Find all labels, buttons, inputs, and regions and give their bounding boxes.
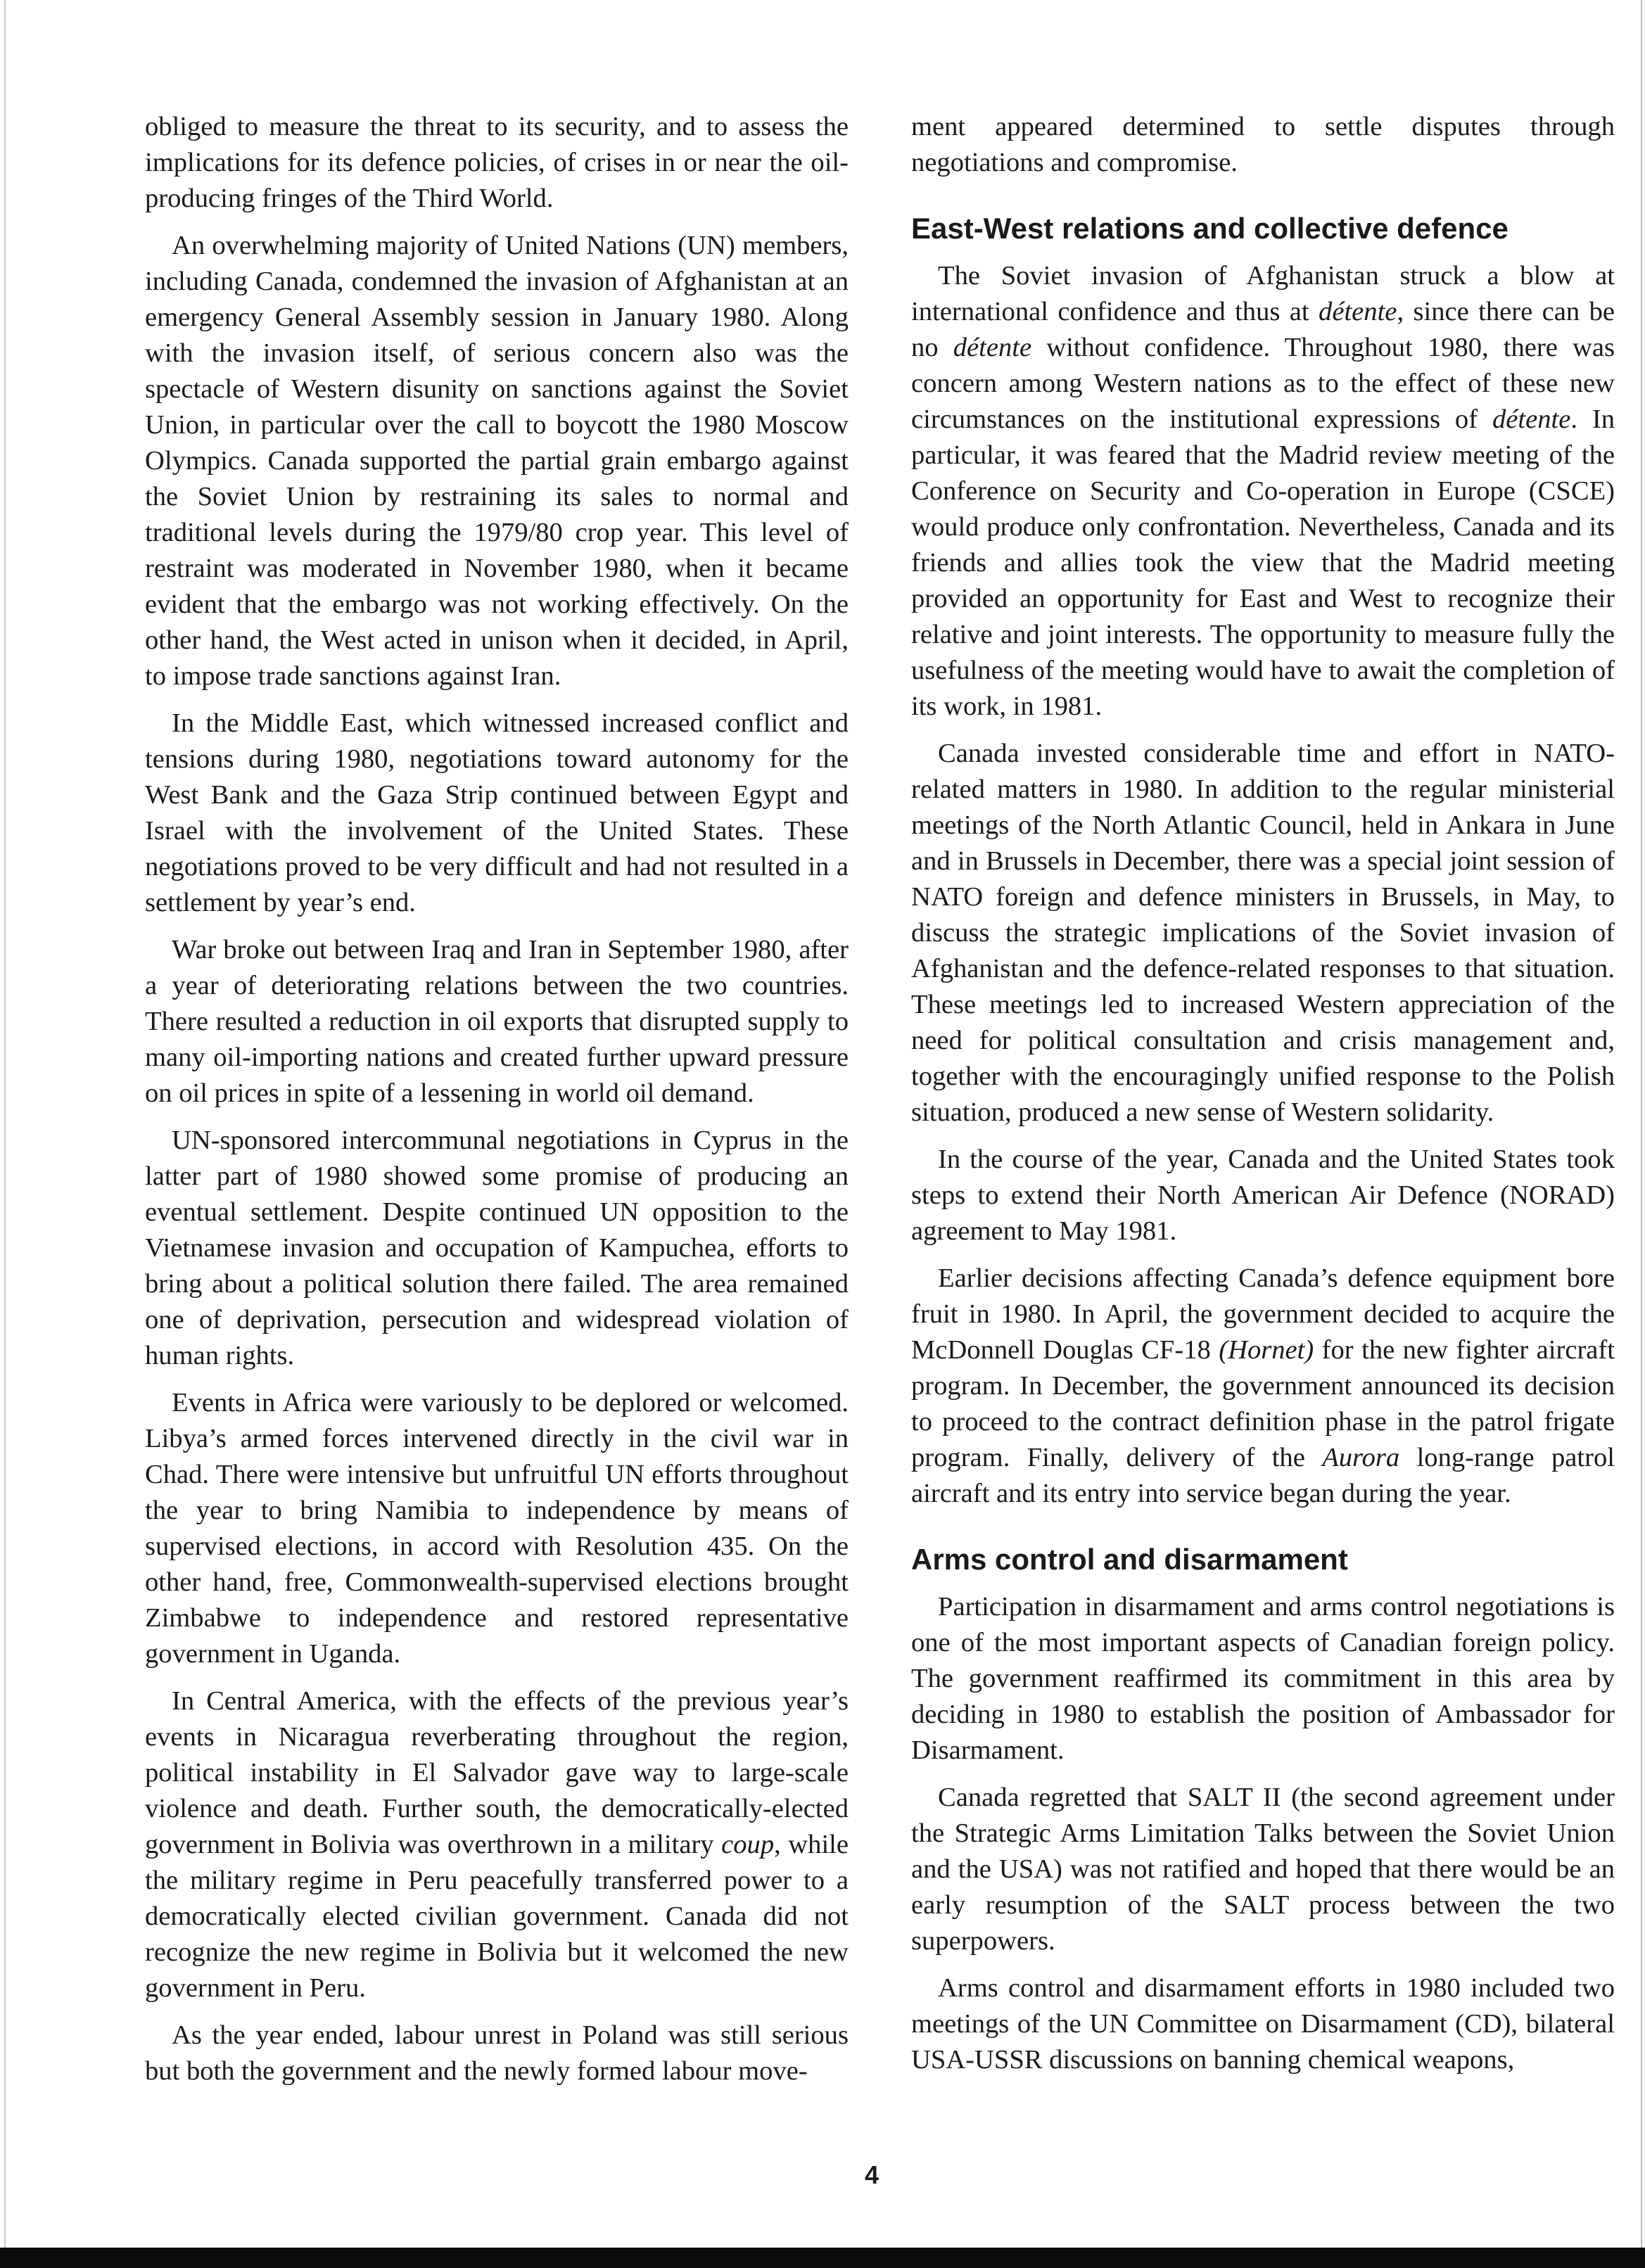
paragraph-continuation-third-world: obliged to measure the threat to its security, and to assess the implications for its defence policies, of crises in or near the oil-producing fringes of the Third World. — [145, 112, 849, 213]
paragraph-central-america: In Central America, with the effects of the previous year’s events in Nicaragua reverberating throughout the region, political instability in El Salvador gave way to large-scale violence and death. Further south, the democratically-elected government in Bolivia was overthrown in a military coup, while the military regime in Peru peacefully transferred power to a democratically elected civilian government. Canada did not recognize the new regime in Bolivia but it welcomed the new government in Peru. — [145, 1686, 849, 2003]
paragraph-salt-ii: Canada regretted that SALT II (the second agreement under the Strategic Arms Limitation Talks between the Soviet Union and the USA) was not ratified and hoped that there would be an early resumption of the SALT process between the two superpowers. — [911, 1783, 1615, 1956]
paragraph-poland: As the year ended, labour unrest in Poland was still serious but both the government and the newly formed labour move- — [145, 2020, 849, 2086]
paragraph-nato: Canada invested considerable time and effort in NATO-related matters in 1980. In addition to the regular ministerial meetings of the North Atlantic Council, held in Ankara in June and in Brussels in December, there was a special joint session of NATO foreign and defence ministers in Brussels, in May, to discuss the strategic implications of the Soviet invasion of Afghanistan and the defence-related responses to that situation. These meetings led to increased Western appreciation of the need for political consultation and crisis management and, together with the encouragingly unified response to the Polish situation, produced a new sense of Western solidarity. — [911, 739, 1615, 1127]
right-column — [911, 109, 1615, 2089]
paragraph-cyprus-kampuchea: UN-sponsored intercommunal negotiations in Cyprus in the latter part of 1980 showed some promise of producing an eventual settlement. Despite continued UN opposition to the Vietnamese invasion and occupation of Kampuchea, efforts to bring about a political solution there failed. The area remained one of deprivation, persecution and widespread violation of human rights. — [145, 1126, 849, 1370]
paragraph-defence-equipment: Earlier decisions affecting Canada’s defence equipment bore fruit in 1980. In April, the government decided to acquire the McDonnell Douglas CF-18 (Hornet) for the new fighter aircraft program. In December, the government announced its decision to proceed to the contract definition phase in the patrol frigate program. Finally, delivery of the Aurora long-range patrol aircraft and its entry into service began during the year. — [911, 1263, 1615, 1508]
scan-edge-right — [1641, 0, 1642, 2248]
paragraph-un-afghanistan: An overwhelming majority of United Nations (UN) members, including Canada, condemned the invasion of Afghanistan at an emergency General Assembly session in January 1980. Along with the invasion itself, of serious concern also was the spectacle of Western disunity on sanctions against the Soviet Union, in particular over the call to boycott the 1980 Moscow Olympics. Canada supported the partial grain embargo against the Soviet Union by restraining its sales to normal and traditional levels during the 1979/80 crop year. This level of restraint was moderated in November 1980, when it became evident that the embargo was not working effectively. On the other hand, the West acted in unison when it decided, in April, to impose trade sanctions against Iran. — [145, 231, 849, 691]
paragraph-iraq-iran-war: War broke out between Iraq and Iran in September 1980, after a year of deteriorating relations between the two countries. There resulted a reduction in oil exports that disrupted supply to many oil-importing nations and created further upward pressure on oil prices in spite of a lessening in world oil demand. — [145, 935, 849, 1108]
paragraph-continuation-poland: ment appeared determined to settle disputes through negotiations and compromise. — [911, 112, 1615, 177]
heading-east-west-relations: East-West relations and collective defence — [911, 212, 1509, 245]
scan-edge-left — [4, 0, 6, 2248]
paragraph-detente: The Soviet invasion of Afghanistan struck a blow at international confidence and thus at détente, since there can be no détente without confidence. Throughout 1980, there was concern among Western nations as to the effect of these new circumstances on the institutional expressions of détente. In particular, it was feared that the Madrid review meeting of the Conference on Security and Co-operation in Europe (CSCE) would produce only confrontation. Nevertheless, Canada and its friends and allies took the view that the Madrid meeting provided an opportunity for East and West to recognize their relative and joint interests. The opportunity to measure fully the usefulness of the meeting would have to await the completion of its work, in 1981. — [911, 261, 1615, 721]
paragraph-disarmament-policy: Participation in disarmament and arms control negotiations is one of the most important aspects of Canadian foreign policy. The government reaffirmed its commitment in this area by deciding in 1980 to establish the position of Ambassador for Disarmament. — [911, 1592, 1615, 1765]
scan-bottom-border — [0, 2248, 1645, 2268]
page-number: 4 — [864, 2160, 879, 2189]
paragraph-africa: Events in Africa were variously to be deplored or welcomed. Libya’s armed forces intervened directly in the civil war in Chad. There were intensive but unfruitful UN efforts throughout the year to bring Namibia to independence by means of supervised elections, in accord with Resolution 435. On the other hand, free, Commonwealth-supervised elections brought Zimbabwe to independence and restored representative government in Uganda. — [145, 1388, 849, 1669]
paragraph-arms-control-efforts: Arms control and disarmament efforts in 1980 included two meetings of the UN Committee on Disarmament (CD), bilateral USA-USSR discussions on banning chemical weapons, — [911, 1973, 1615, 2075]
paragraph-middle-east: In the Middle East, which witnessed increased conflict and tensions during 1980, negotiations toward autonomy for the West Bank and the Gaza Strip continued between Egypt and Israel with the involvement of the United States. These negotiations proved to be very difficult and had not resulted in a settlement by year’s end. — [145, 708, 849, 917]
heading-arms-control: Arms control and disarmament — [911, 1543, 1348, 1576]
left-column — [145, 109, 849, 2101]
paragraph-norad: In the course of the year, Canada and the United States took steps to extend their North American Air Defence (NORAD) agreement to May 1981. — [911, 1145, 1615, 1246]
